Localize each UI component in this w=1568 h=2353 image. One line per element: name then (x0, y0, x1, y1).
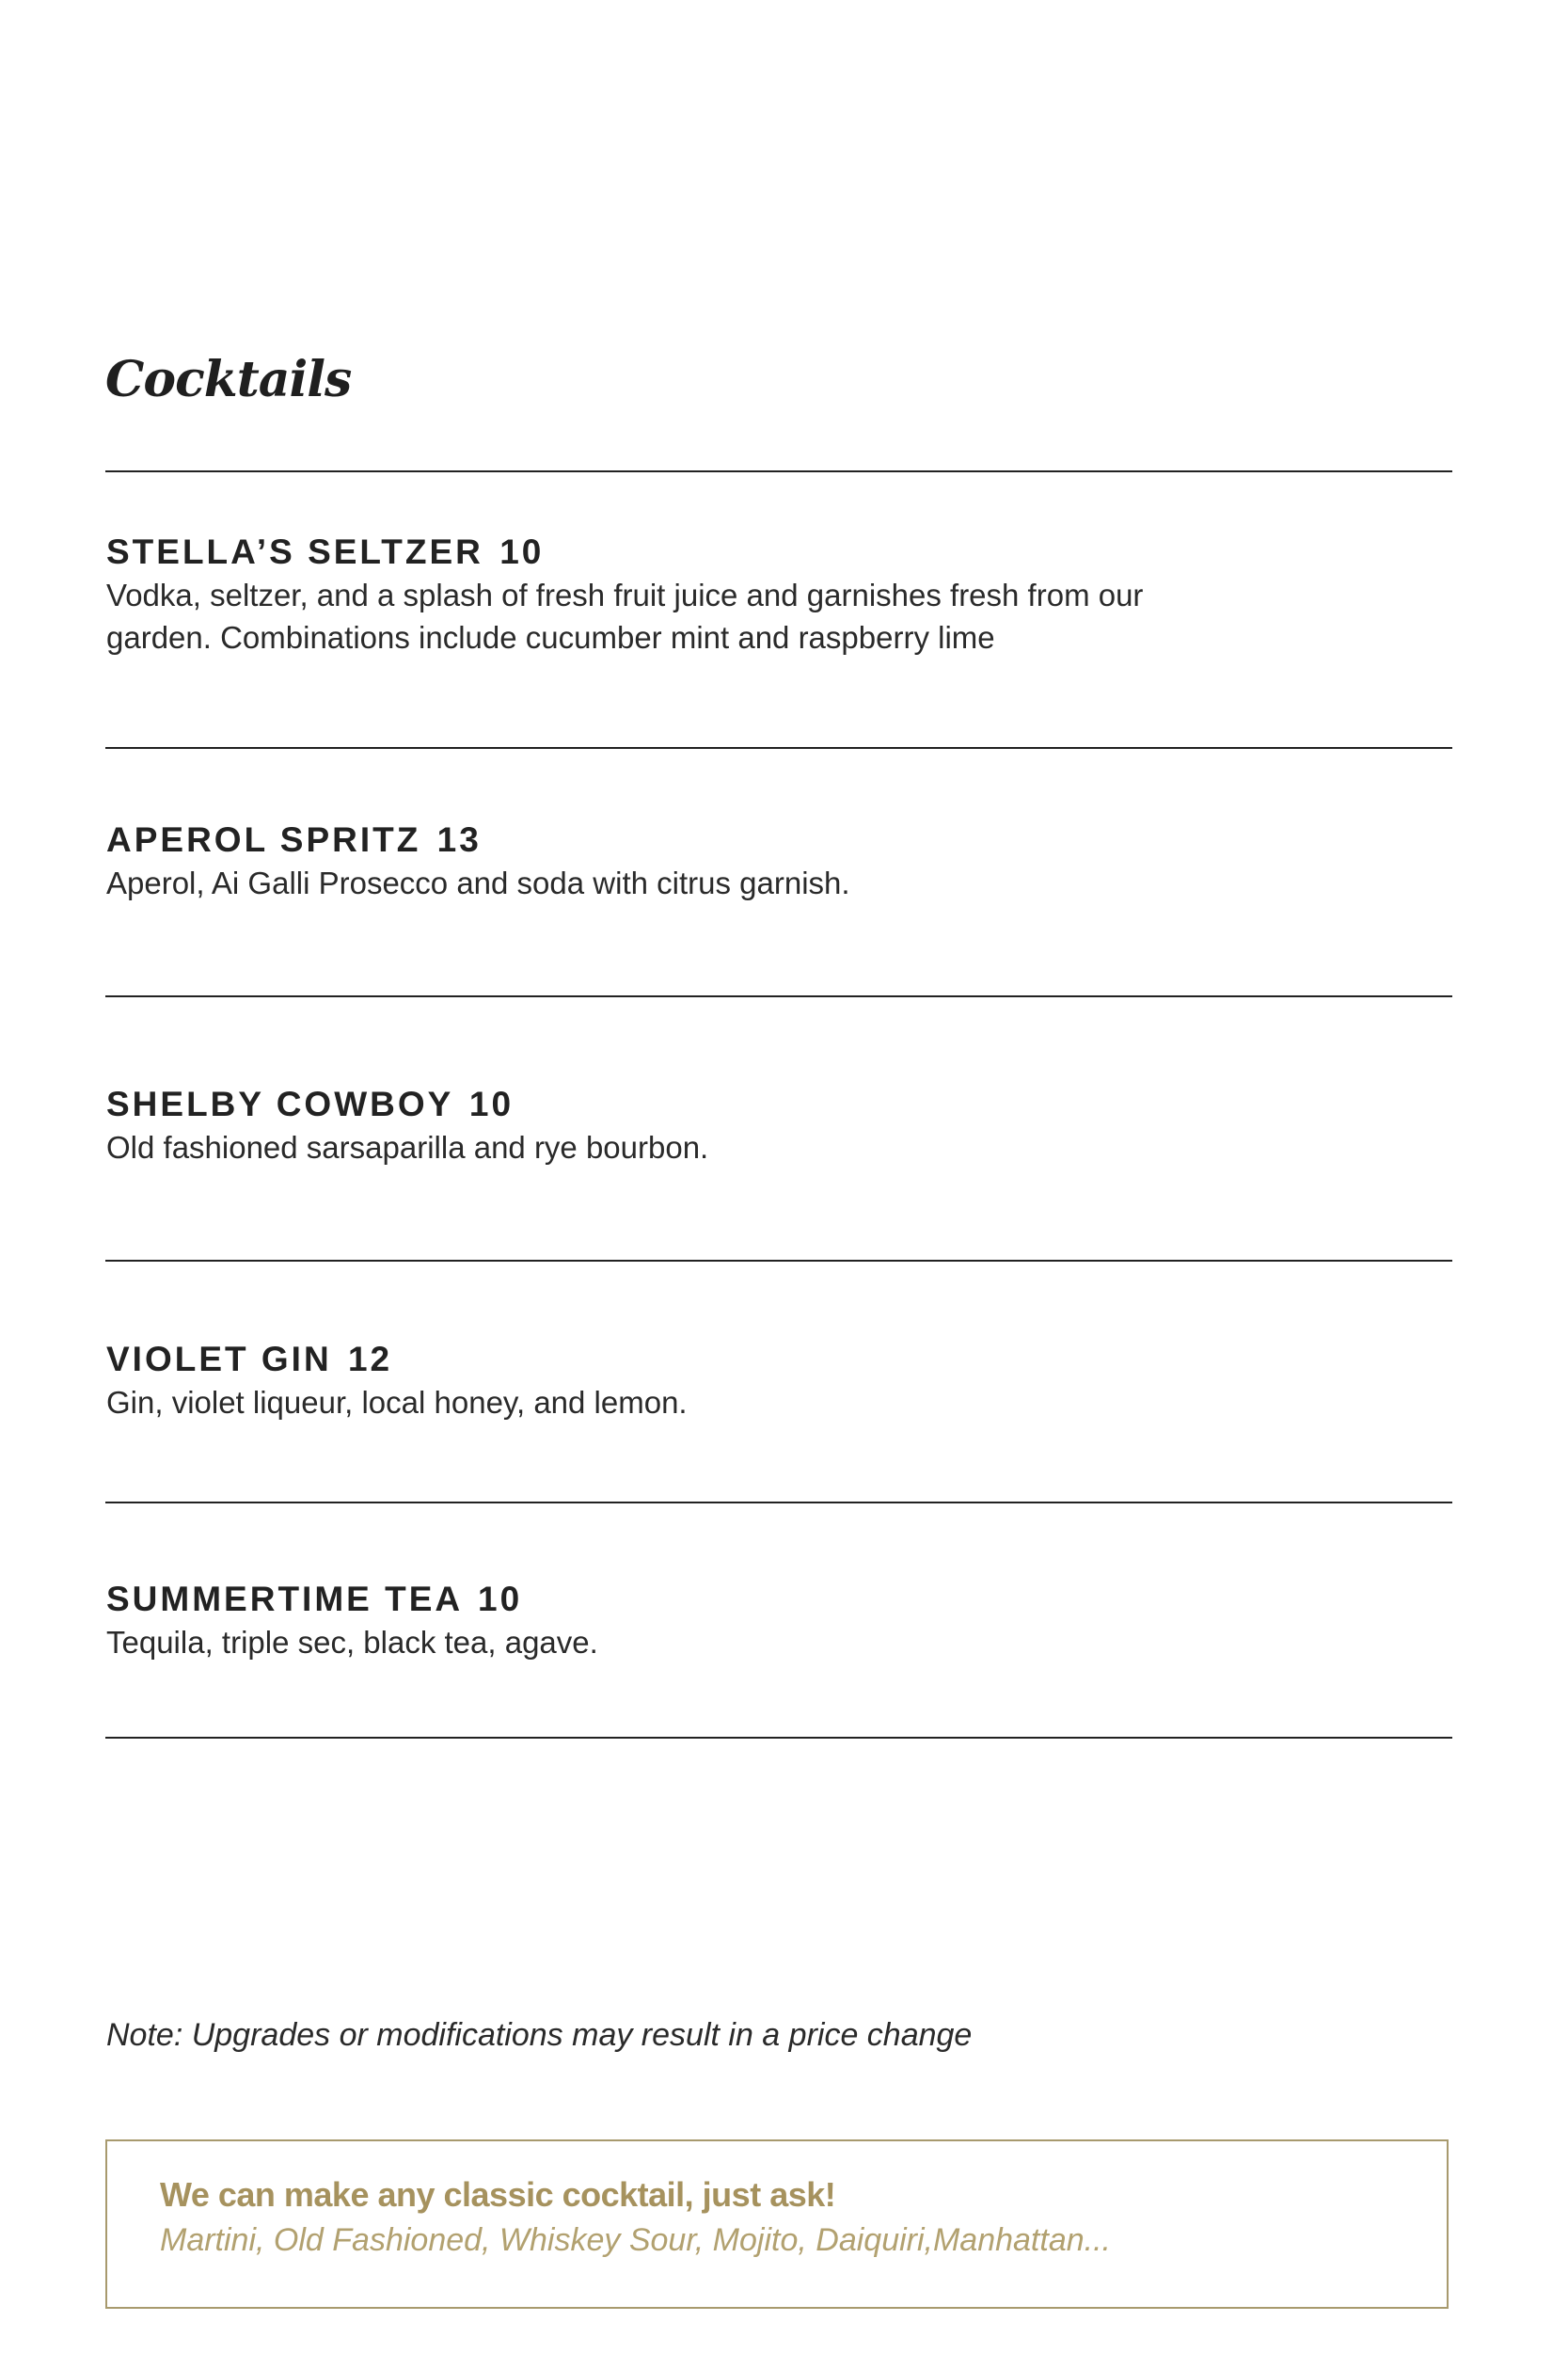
item-description: Gin, violet liqueur, local honey, and lemon. (106, 1385, 688, 1420)
divider (105, 1737, 1452, 1739)
item-description: Aperol, Ai Galli Prosecco and soda with citrus garnish. (106, 866, 850, 900)
item-price: 12 (347, 1340, 393, 1378)
menu-item-aperol-spritz (106, 819, 1357, 904)
item-description: Tequila, triple sec, black tea, agave. (106, 1625, 598, 1660)
menu-item-summertime-tea (106, 1578, 1357, 1663)
callout-heading: We can make any classic cocktail, just ask! (160, 2175, 836, 2214)
menu-item-stellas-seltzer (106, 531, 1357, 659)
item-title (106, 1083, 1357, 1126)
item-name: VIOLET GIN (106, 1340, 332, 1378)
item-price: 10 (499, 533, 545, 571)
divider (105, 1260, 1452, 1262)
item-name: SUMMERTIME TEA (106, 1580, 462, 1618)
divider (105, 747, 1452, 749)
divider (105, 995, 1452, 997)
item-title (106, 531, 1357, 574)
item-title (106, 1578, 1357, 1621)
item-description: Old fashioned sarsaparilla and rye bourbon. (106, 1130, 709, 1165)
price-change-note: Note: Upgrades or modifications may result in a price change (106, 2017, 973, 2053)
item-title (106, 819, 1357, 862)
item-price: 13 (436, 820, 482, 859)
divider (105, 470, 1452, 472)
item-name: SHELBY COWBOY (106, 1085, 453, 1123)
classic-cocktail-callout (105, 2139, 1449, 2309)
menu-item-shelby-cowboy (106, 1083, 1357, 1169)
item-price: 10 (468, 1085, 515, 1123)
callout-examples: Martini, Old Fashioned, Whiskey Sour, Mojito, Daiquiri,Manhattan... (160, 2222, 1111, 2258)
menu-item-violet-gin (106, 1338, 1357, 1423)
item-name: APEROL SPRITZ (106, 820, 421, 859)
item-description-line: Vodka, seltzer, and a splash of fresh fruit juice and garnishes fresh from our (106, 578, 1144, 612)
item-description-line: garden. Combinations include cucumber mint and raspberry lime (106, 620, 995, 655)
divider (105, 1502, 1452, 1503)
item-description (106, 574, 1235, 659)
item-name: STELLA’S SELTZER (106, 533, 483, 571)
item-price: 10 (478, 1580, 523, 1618)
item-title (106, 1338, 1357, 1381)
section-title: Cocktails (105, 351, 352, 408)
